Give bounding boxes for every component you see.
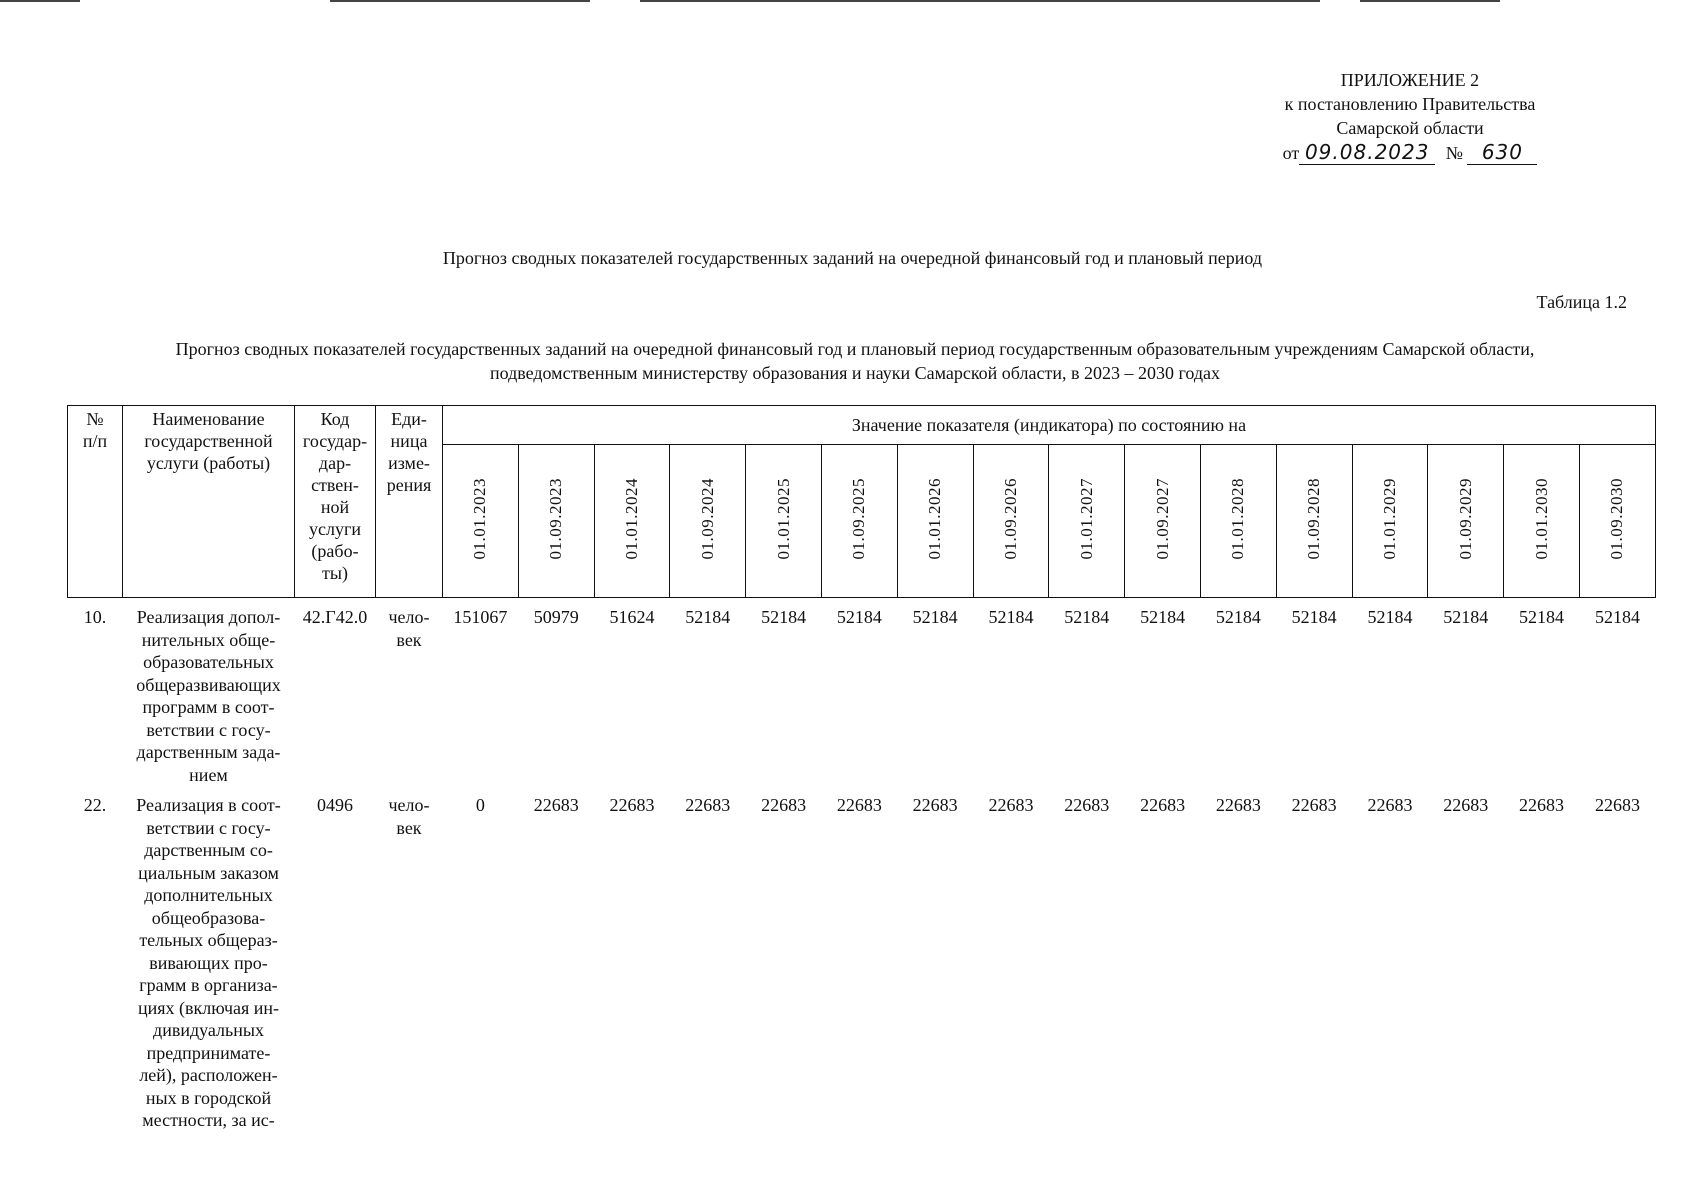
row-value: 22683 xyxy=(609,795,655,815)
row-value: 52184 xyxy=(685,607,731,627)
header-date-label: 01.09.2025 xyxy=(849,477,869,560)
header-date xyxy=(746,445,822,598)
header-date-label: 01.01.2030 xyxy=(1531,477,1551,560)
header-date-label: 01.01.2023 xyxy=(470,477,490,560)
header-date-label: 01.01.2026 xyxy=(925,477,945,560)
appendix-block xyxy=(1180,68,1640,165)
header-date xyxy=(1125,445,1201,598)
scan-top-rule xyxy=(330,0,590,2)
row-value: 52184 xyxy=(912,607,958,627)
row-value: 52184 xyxy=(1367,607,1413,627)
row-unit: чело- век xyxy=(388,795,430,838)
row-value: 52184 xyxy=(1140,607,1186,627)
document-title: Прогноз сводных показателей государственных заданий на очередной финансовый год и плановый период xyxy=(442,248,1263,268)
table-row xyxy=(68,598,1656,787)
header-date xyxy=(1504,445,1580,598)
row-service-code: 42.Г42.0 xyxy=(302,607,368,627)
header-date xyxy=(670,445,746,598)
row-value: 22683 xyxy=(988,795,1034,815)
header-date-label: 01.01.2025 xyxy=(773,477,793,560)
row-value: 0 xyxy=(475,795,485,815)
row-service-name: Реализация в соот- ветствии с госу- дарственным со- циальным заказом дополнительных общеобразова- тельных общераз- вивающих про- грамм в организа- циях (включая ин- дивидуальных предпринимате- лей), расположен- ных в городской местности, за ис- xyxy=(136,795,281,1130)
date-prefix: от xyxy=(1282,143,1300,163)
appendix-ref-line xyxy=(1283,140,1538,165)
scan-top-rule xyxy=(1360,0,1500,2)
row-value: 22683 xyxy=(1594,795,1640,815)
scan-top-rule xyxy=(640,0,1320,2)
header-date xyxy=(443,445,519,598)
row-value: 22683 xyxy=(1443,795,1489,815)
number-sign: № xyxy=(1445,143,1463,163)
row-value: 52184 xyxy=(1443,607,1489,627)
row-value: 52184 xyxy=(1215,607,1261,627)
header-date xyxy=(1049,445,1125,598)
row-value: 52184 xyxy=(761,607,807,627)
header-name: Наименование государственной услуги (работы) xyxy=(123,406,295,598)
row-value: 52184 xyxy=(1064,607,1110,627)
row-value: 22683 xyxy=(1140,795,1186,815)
row-value: 52184 xyxy=(1291,607,1337,627)
header-date-label: 01.09.2024 xyxy=(697,477,717,560)
header-date-label: 01.09.2029 xyxy=(1455,477,1475,560)
header-row xyxy=(68,406,1656,445)
row-value: 151067 xyxy=(453,607,508,627)
header-date xyxy=(897,445,973,598)
header-indicator-group: Значение показателя (индикатора) по состоянию на xyxy=(443,406,1656,445)
row-value: 22683 xyxy=(1367,795,1413,815)
header-date xyxy=(594,445,670,598)
row-value: 22683 xyxy=(1519,795,1565,815)
header-date xyxy=(518,445,594,598)
header-date xyxy=(1579,445,1655,598)
scan-top-rule xyxy=(0,0,80,2)
row-value: 22683 xyxy=(836,795,882,815)
appendix-region: Самарской области xyxy=(1336,118,1484,138)
row-unit: чело- век xyxy=(388,607,430,650)
header-code: Код государ- дар- ствен- ной услуги (рабо- ты) xyxy=(295,406,376,598)
header-date-label: 01.09.2028 xyxy=(1304,477,1324,560)
row-value: 22683 xyxy=(1064,795,1110,815)
row-value: 52184 xyxy=(1519,607,1565,627)
row-value: 22683 xyxy=(1215,795,1261,815)
row-value: 22683 xyxy=(912,795,958,815)
handwritten-date: 09.08.2023 xyxy=(1299,140,1435,165)
handwritten-number: 630 xyxy=(1467,140,1537,165)
header-num: № п/п xyxy=(68,406,123,598)
header-date-label: 01.01.2024 xyxy=(621,477,641,560)
row-value: 52184 xyxy=(1594,607,1640,627)
row-value: 50979 xyxy=(533,607,579,627)
row-value: 51624 xyxy=(609,607,655,627)
row-value: 22683 xyxy=(1291,795,1337,815)
header-date-label: 01.01.2028 xyxy=(1228,477,1248,560)
row-value: 22683 xyxy=(761,795,807,815)
header-date xyxy=(821,445,897,598)
header-date xyxy=(973,445,1049,598)
header-date-label: 01.09.2030 xyxy=(1607,477,1627,560)
header-date-label: 01.09.2023 xyxy=(546,477,566,560)
header-date-label: 01.09.2026 xyxy=(1000,477,1020,560)
header-date-label: 01.01.2029 xyxy=(1379,477,1399,560)
header-date xyxy=(1200,445,1276,598)
table-row xyxy=(68,786,1656,1132)
header-unit: Еди- ница изме- рения xyxy=(376,406,443,598)
row-number: 10. xyxy=(83,607,107,627)
row-number: 22. xyxy=(83,795,107,815)
appendix-resolution: к постановлению Правительства xyxy=(1284,94,1536,114)
header-date xyxy=(1276,445,1352,598)
header-date xyxy=(1428,445,1504,598)
header-date-label: 01.09.2027 xyxy=(1152,477,1172,560)
header-date-label: 01.01.2027 xyxy=(1076,477,1096,560)
table-body xyxy=(68,598,1656,1132)
table-subtitle: Прогноз сводных показателей государственных заданий на очередной финансовый год и плановый период государственным образовательным учреждениям Самарской области, подведомственным министерству образования и науки Самарской области, в 2023 – 2030 годах xyxy=(175,339,1535,383)
header-date xyxy=(1352,445,1428,598)
forecast-table xyxy=(67,405,1656,1132)
row-value: 52184 xyxy=(836,607,882,627)
row-value: 52184 xyxy=(988,607,1034,627)
table-label: Таблица 1.2 xyxy=(1536,292,1627,312)
row-service-name: Реализация допол- нительных обще- образовательных общеразвивающих программ в соот- ветствии с госу- дарственным зада- нием xyxy=(136,607,281,785)
appendix-title: ПРИЛОЖЕНИЕ 2 xyxy=(1340,70,1480,90)
row-value: 22683 xyxy=(533,795,579,815)
row-service-code: 0496 xyxy=(317,795,353,815)
row-value: 22683 xyxy=(685,795,731,815)
